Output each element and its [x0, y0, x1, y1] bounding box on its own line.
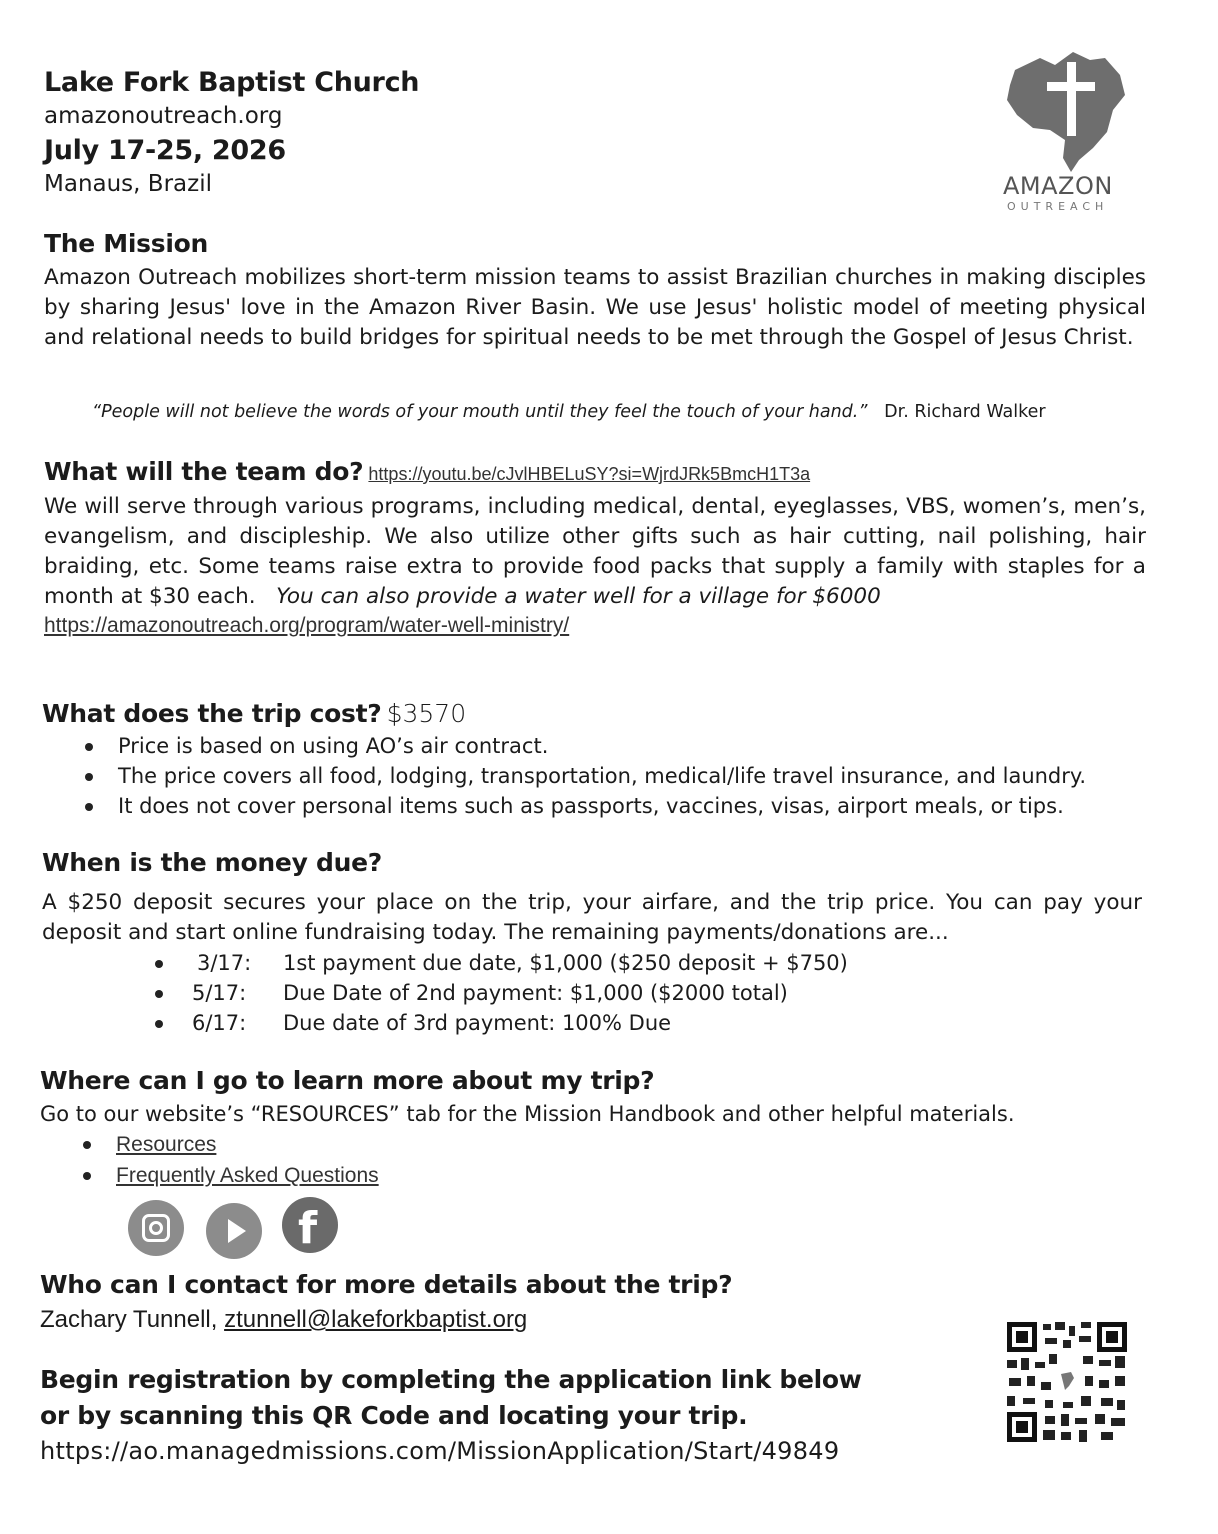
- instagram-icon[interactable]: [128, 1200, 184, 1256]
- quote-text: “People will not believe the words of your mouth until they feel the touch of your hand.”: [92, 402, 868, 422]
- money-heading: When is the money due?: [42, 848, 382, 877]
- list-item: Price is based on using AO’s air contract.: [42, 731, 1086, 761]
- qr-code[interactable]: [1005, 1320, 1129, 1444]
- logo-amazon-text: AMAZON: [1003, 172, 1113, 200]
- video-link[interactable]: https://youtu.be/cJvlHBELuSY?si=WjrdJRk5BmcH1T3a: [368, 464, 811, 484]
- list-item: [40, 1129, 379, 1160]
- contact-name: Zachary Tunnell,: [40, 1306, 218, 1333]
- bullet-icon: [155, 1020, 163, 1028]
- payment-desc: Due date of 3rd payment: 100% Due: [283, 1011, 672, 1035]
- brazil-cross-icon: [995, 40, 1135, 180]
- learn-heading: Where can I go to learn more about my trip?: [40, 1066, 655, 1095]
- water-well-text: You can also provide a water well for a village for $6000: [276, 584, 881, 609]
- youtube-icon[interactable]: [206, 1203, 262, 1259]
- logo-outreach-text: OUTREACH: [1007, 200, 1109, 213]
- payment-date: 5/17:: [192, 981, 247, 1005]
- website-text: amazonoutreach.org: [44, 103, 283, 129]
- mission-heading: The Mission: [44, 229, 208, 258]
- cost-heading: What does the trip cost?: [42, 699, 382, 728]
- register-line-2: or by scanning this QR Code and locating your trip.: [40, 1401, 748, 1430]
- application-url[interactable]: https://ao.managedmissions.com/MissionApplication/Start/49849: [40, 1437, 840, 1465]
- register-line-1: Begin registration by completing the application link below: [40, 1365, 862, 1394]
- trip-price: $3570: [386, 699, 467, 728]
- quote-line: [92, 402, 1046, 422]
- learn-body: Go to our website’s “RESOURCES” tab for the Mission Handbook and other helpful materials.: [40, 1102, 1015, 1126]
- bullet-icon: [155, 960, 163, 968]
- payment-date: 3/17:: [197, 951, 252, 975]
- team-body: [44, 492, 1146, 612]
- trip-location: Manaus, Brazil: [44, 171, 212, 197]
- trip-dates: July 17-25, 2026: [44, 135, 286, 166]
- quote-author: Dr. Richard Walker: [884, 402, 1046, 422]
- church-name: Lake Fork Baptist Church: [44, 67, 420, 98]
- money-body: A $250 deposit secures your place on the trip, your airfare, and the trip price. You can pay your deposit and start online fundraising today. The remaining payments/donations are...: [42, 890, 1142, 945]
- bullet-icon: [155, 990, 163, 998]
- resource-links: [40, 1129, 379, 1191]
- contact-line: [40, 1306, 527, 1334]
- cost-heading-line: [42, 699, 466, 728]
- cost-list: [42, 731, 1086, 821]
- team-body-text: We will serve through various programs, including medical, dental, eyeglasses, VBS, women’s, men’s, evangelism, and discipleship. We also utilize other gifts such as hair cutting, nail polishing, hair braiding, etc. Some teams raise extra to provide food packs that supply a family with staples for a month at $30 each.: [44, 494, 1146, 609]
- faq-link[interactable]: Frequently Asked Questions: [116, 1164, 379, 1187]
- list-item: The price covers all food, lodging, transportation, medical/life travel insurance, and laundry.: [42, 761, 1086, 791]
- payment-date: 6/17:: [192, 1011, 247, 1035]
- resources-link[interactable]: Resources: [116, 1133, 217, 1156]
- facebook-icon[interactable]: f: [282, 1197, 338, 1253]
- contact-heading: Who can I contact for more details about the trip?: [40, 1270, 733, 1299]
- team-heading-line: [44, 457, 810, 486]
- payment-desc: 1st payment due date, $1,000 ($250 deposit + $750): [283, 951, 848, 975]
- list-item: It does not cover personal items such as passports, vaccines, visas, airport meals, or tips.: [42, 791, 1086, 821]
- team-heading: What will the team do?: [44, 457, 364, 486]
- mission-body: Amazon Outreach mobilizes short-term mission teams to assist Brazilian churches in making disciples by sharing Jesus' love in the Amazon River Basin. We use Jesus' holistic model of meeting physical and relational needs to build bridges for spiritual needs to be met through the Gospel of Jesus Christ.: [44, 265, 1146, 350]
- amazon-outreach-logo: [995, 40, 1135, 220]
- payment-desc: Due Date of 2nd payment: $1,000 ($2000 total): [283, 981, 788, 1005]
- list-item: [40, 1160, 379, 1191]
- contact-email-link[interactable]: ztunnell@lakeforkbaptist.org: [224, 1306, 528, 1333]
- water-well-link[interactable]: https://amazonoutreach.org/program/water-well-ministry/: [44, 614, 570, 637]
